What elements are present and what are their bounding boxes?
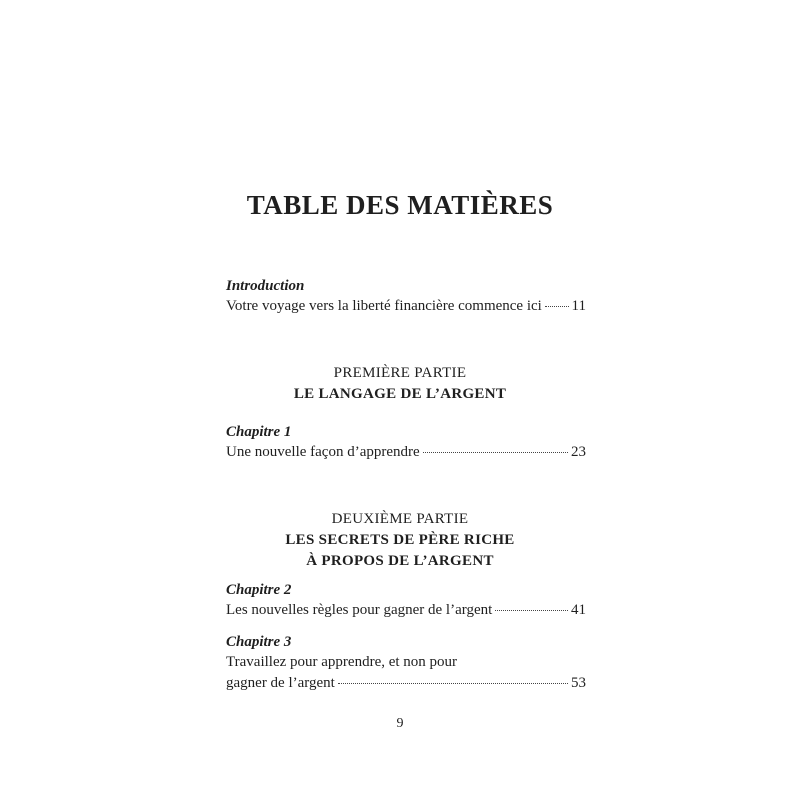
part-label: PREMIÈRE PARTIE [333, 365, 467, 381]
page-title: TABLE DES MATIÈRES [246, 190, 554, 220]
toc-section-introduction [226, 276, 586, 317]
toc-entry-title: Une nouvelle façon d’apprendre [226, 444, 420, 460]
dot-leader [545, 306, 569, 307]
page-number: 9 [396, 716, 404, 731]
toc-section-chapter-2 [226, 580, 586, 621]
toc-entry-chapter-3 [226, 673, 586, 694]
toc-entry-title-line-2: gagner de l’argent [226, 675, 335, 691]
toc-entry-page: 11 [571, 298, 586, 314]
toc-entry-page: 23 [571, 444, 586, 460]
dot-leader [495, 610, 568, 611]
toc-entry-title: Les nouvelles règles pour gagner de l’argent [226, 602, 493, 618]
introduction-label: Introduction [226, 278, 305, 294]
chapter-label: Chapitre 2 [226, 582, 292, 598]
part-title-line-2: À PROPOS DE L’ARGENT [306, 553, 494, 569]
toc-section-chapter-1 [226, 422, 586, 463]
toc-entry-introduction [226, 296, 586, 317]
part-title: LE LANGAGE DE L’ARGENT [293, 386, 507, 402]
toc-entry-title-line-1: Travaillez pour apprendre, et non pour [226, 654, 458, 670]
chapter-label: Chapitre 1 [226, 424, 292, 440]
toc-entry-chapter-1 [226, 442, 586, 463]
dot-leader [338, 683, 568, 684]
toc-entry-chapter-2 [226, 600, 586, 621]
toc-entry-page: 53 [571, 675, 586, 691]
dot-leader [423, 452, 568, 453]
toc-section-chapter-3 [226, 632, 586, 694]
part-heading-2 [0, 509, 800, 572]
toc-entry-title: Votre voyage vers la liberté financière commence ici [226, 298, 542, 314]
toc-entry-page: 41 [571, 602, 586, 618]
part-title-line-1: LES SECRETS DE PÈRE RICHE [285, 532, 515, 548]
chapter-label: Chapitre 3 [226, 634, 292, 650]
part-label: DEUXIÈME PARTIE [331, 511, 469, 527]
part-heading-1 [0, 363, 800, 405]
